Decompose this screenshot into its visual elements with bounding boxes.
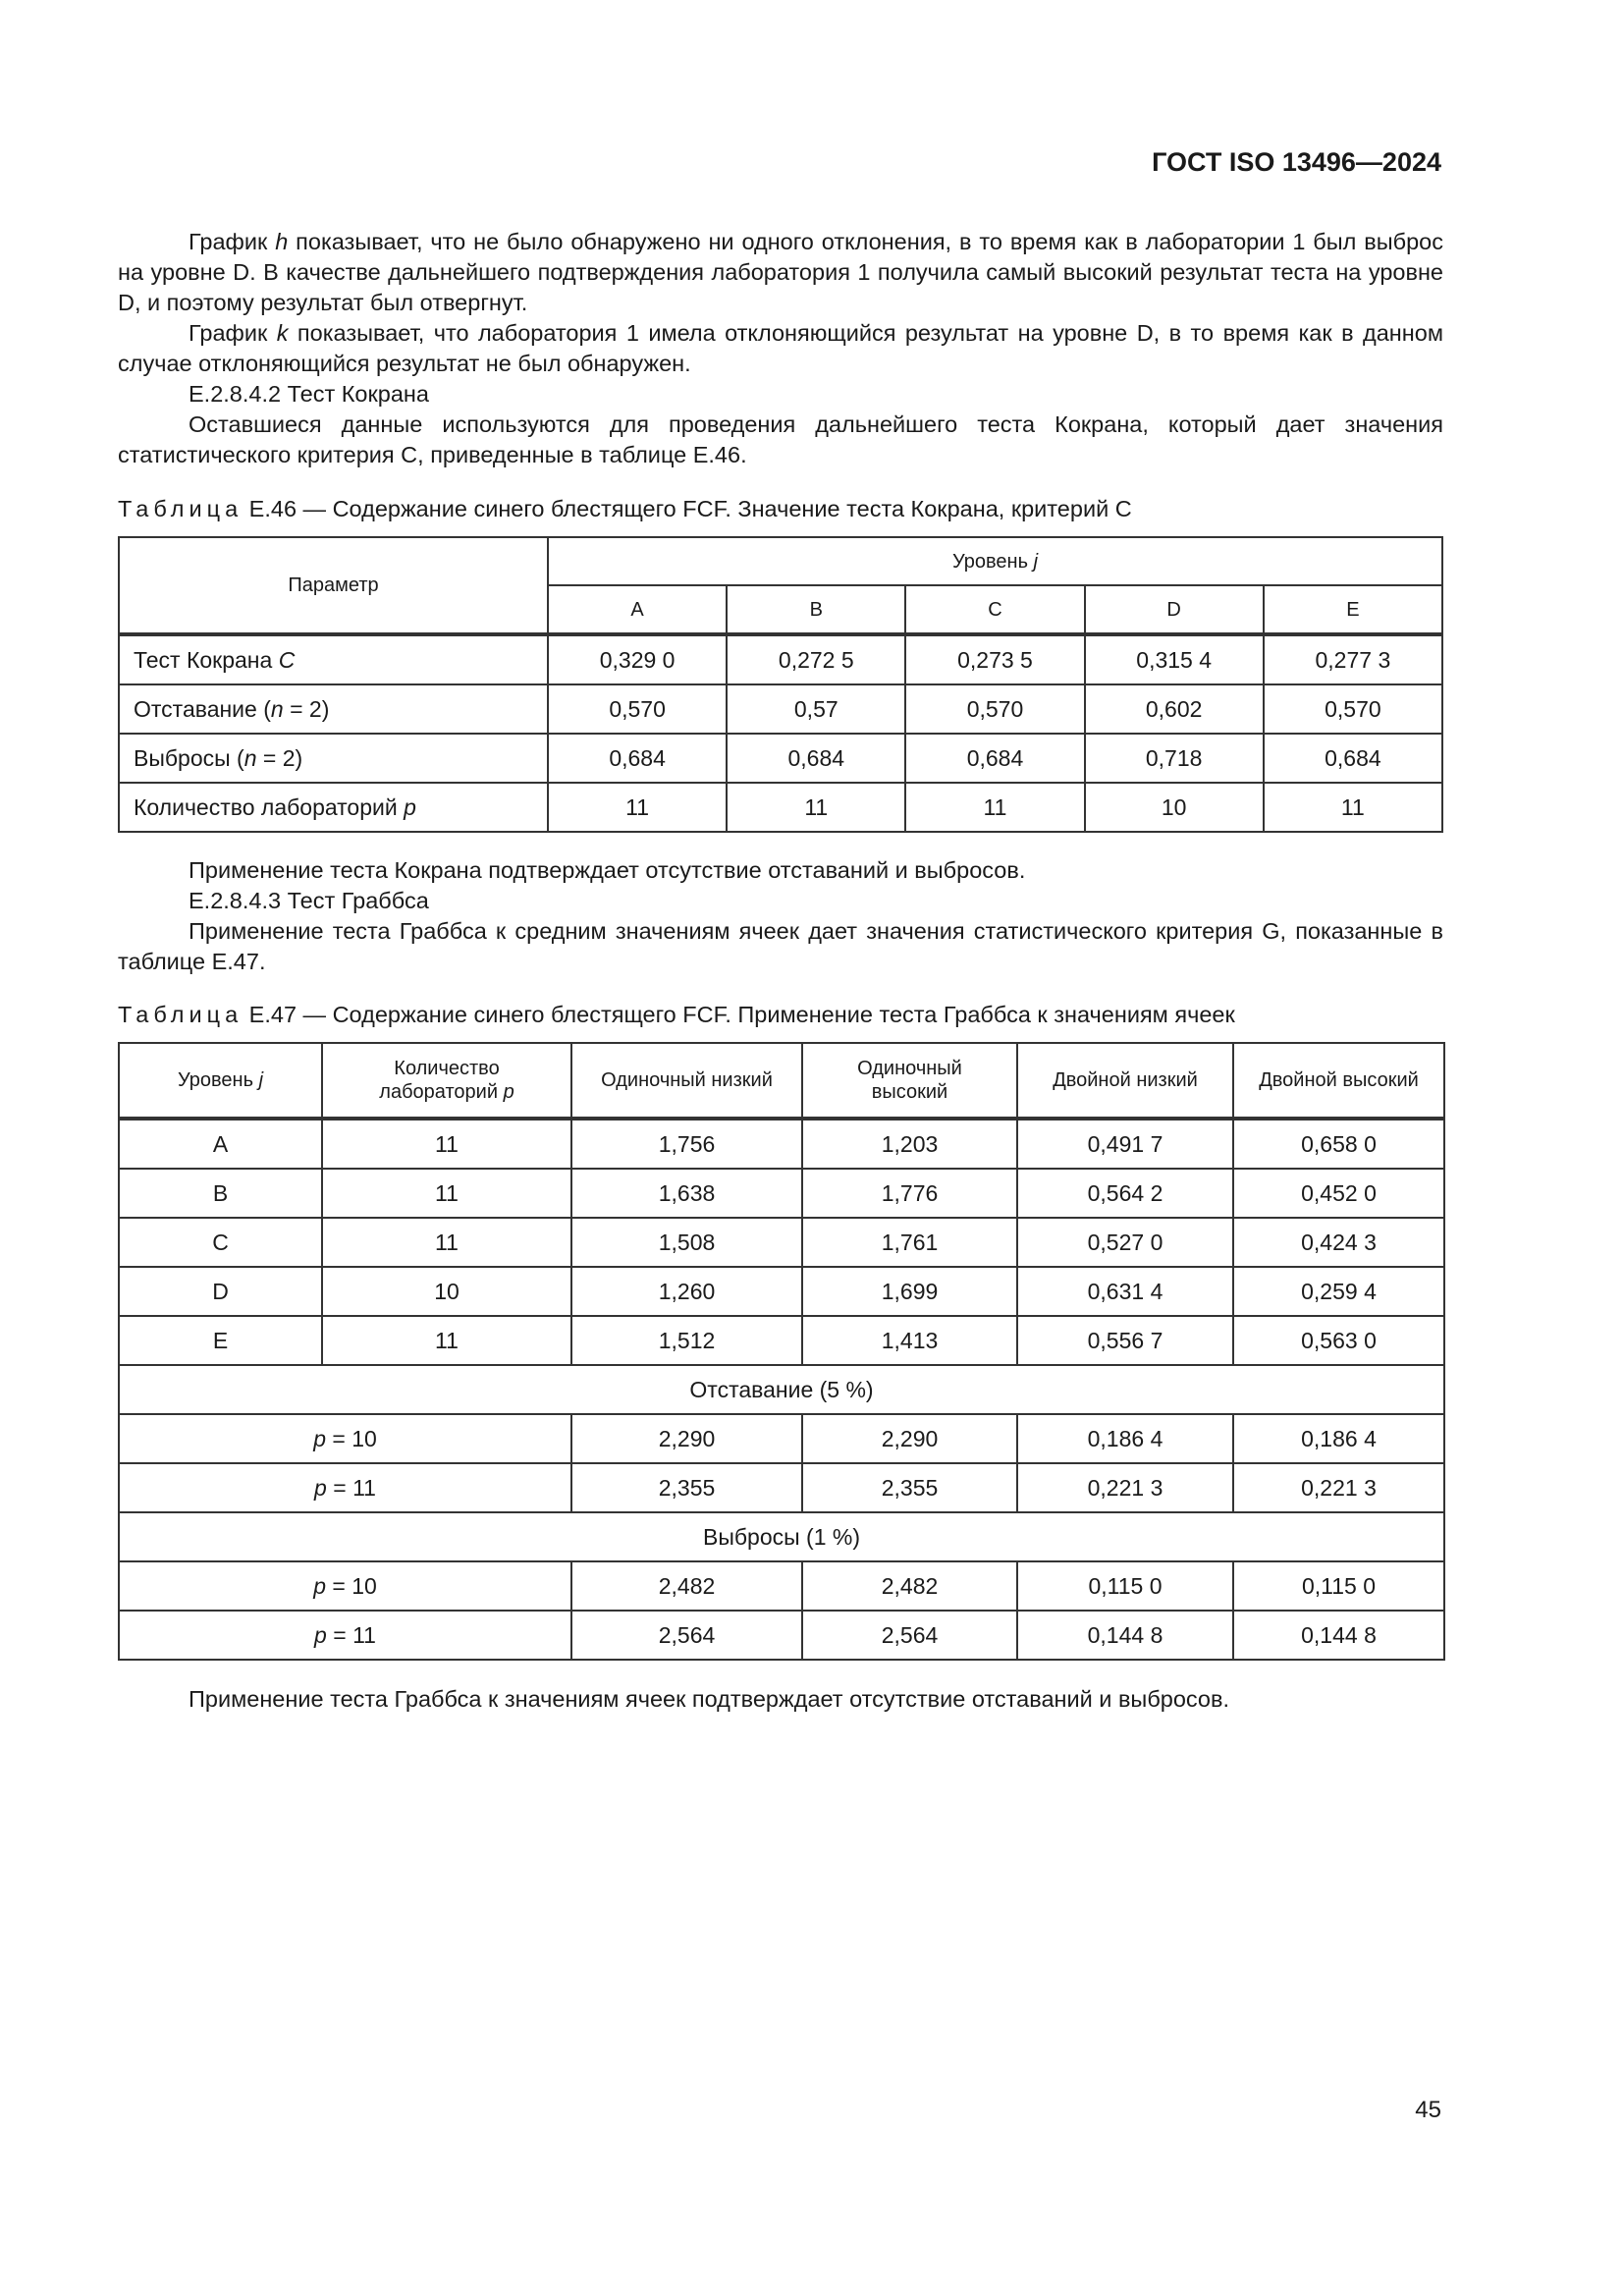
table-row [119,1119,1444,1169]
table-cell: 2,355 [571,1463,802,1512]
table-cell: 2,290 [571,1414,802,1463]
table-cell: 1,699 [802,1267,1017,1316]
table-cell: 11 [548,783,727,832]
table-cell: 0,684 [727,734,905,783]
row-label: Отставание (n = 2) [119,684,548,734]
table-cell: 11 [322,1119,571,1169]
table-cell: 0,424 3 [1233,1218,1444,1267]
p-label: p = 11 [119,1463,571,1512]
table-cell: 0,57 [727,684,905,734]
table-cell: 0,452 0 [1233,1169,1444,1218]
header-level: Уровень j [548,537,1442,585]
paragraph-grubbs-result: Применение теста Граббса к значениям ячеек подтверждает отсутствие отставаний и выбросов. [189,1686,1230,1712]
header-level: Уровень j [119,1043,322,1119]
table-cell: 0,527 0 [1017,1218,1233,1267]
table-cell: 0,491 7 [1017,1119,1233,1169]
section-heading-grubbs: Е.2.8.4.3 Тест Граббса [189,888,429,913]
table-cell: 11 [322,1316,571,1365]
intro-text [118,227,1443,470]
header-parameter: Параметр [119,537,548,634]
table-row [119,1463,1444,1512]
table-cell: 1,638 [571,1169,802,1218]
header-double-low: Двойной низкий [1017,1043,1233,1119]
table-cell: E [119,1316,322,1365]
section-row-stragglers [119,1365,1444,1414]
table-row [119,1218,1444,1267]
table-cell: 0,259 4 [1233,1267,1444,1316]
header-single-high: Одиночный высокий [802,1043,1017,1119]
table-cell: 11 [727,783,905,832]
table-cell: 0,658 0 [1233,1119,1444,1169]
table-row [119,783,1442,832]
table-cell: 0,631 4 [1017,1267,1233,1316]
table-cell: 11 [322,1218,571,1267]
paragraph-graph-h: График h показывает, что не было обнаружено ни одного отклонения, в то время как в лаборатории 1 был выброс на уровне D. В качестве дальнейшего подтверждения лаборатория 1 получила самый высокий результат теста на уровне D, и поэтому результат был отвергнут. [118,229,1443,315]
table-cell: 0,186 4 [1017,1414,1233,1463]
paragraph-graph-k: График k показывает, что лаборатория 1 имела отклоняющийся результат на уровне D, в то время как в данном случае отклоняющийся результат не был обнаружен. [118,320,1443,376]
table-cell: 1,413 [802,1316,1017,1365]
table-cell: 0,315 4 [1085,634,1264,684]
table-cell: 2,290 [802,1414,1017,1463]
table-row [119,1561,1444,1611]
table-cell: 0,144 8 [1017,1611,1233,1660]
table-cell: 0,556 7 [1017,1316,1233,1365]
table-cell: 11 [1264,783,1442,832]
paragraph-cochran-result: Применение теста Кокрана подтверждает отсутствие отставаний и выбросов. [189,857,1026,883]
grubbs-intro-text [118,855,1443,977]
table-cell: 0,221 3 [1017,1463,1233,1512]
table-cell: 0,563 0 [1233,1316,1444,1365]
table-cell: 0,684 [905,734,1084,783]
row-label: Количество лабораторий p [119,783,548,832]
table-47 [118,1042,1445,1661]
table-cell: 0,570 [548,684,727,734]
table-cell: 0,115 0 [1017,1561,1233,1611]
table-cell: 0,221 3 [1233,1463,1444,1512]
table-cell: 2,564 [802,1611,1017,1660]
table-cell: 11 [905,783,1084,832]
level-header-cell: A [548,585,727,634]
table-row [119,684,1442,734]
header-single-low: Одиночный низкий [571,1043,802,1119]
level-header-cell: E [1264,585,1442,634]
table-cell: A [119,1119,322,1169]
header-lab-count: Количество лабораторий p [322,1043,571,1119]
table-cell: 1,512 [571,1316,802,1365]
table-47-caption: Таблица Е.47 — Содержание синего блестящего FCF. Применение теста Граббса к значениям ячеек [118,1002,1235,1027]
table-cell: D [119,1267,322,1316]
level-header-cell: C [905,585,1084,634]
table-cell: 0,570 [1264,684,1442,734]
page-number: 45 [1415,2097,1441,2123]
grubbs-result-text [118,1684,1443,1715]
table-row [119,1267,1444,1316]
table-cell: 1,761 [802,1218,1017,1267]
table-row [119,1316,1444,1365]
table-46-caption: Таблица Е.46 — Содержание синего блестящего FCF. Значение теста Кокрана, критерий С [118,496,1132,521]
table-cell: 0,273 5 [905,634,1084,684]
table-cell: C [119,1218,322,1267]
table-cell: 0,564 2 [1017,1169,1233,1218]
document-code: ГОСТ ISO 13496—2024 [1152,147,1441,177]
table-cell: 11 [322,1169,571,1218]
table-cell: 0,602 [1085,684,1264,734]
table-cell: 0,329 0 [548,634,727,684]
section-row-outliers [119,1512,1444,1561]
header-double-high: Двойной высокий [1233,1043,1444,1119]
paragraph-grubbs-intro: Применение теста Граббса к средним значениям ячеек дает значения статистического критерия G, показанные в таблице Е.47. [118,918,1443,974]
table-cell: 0,277 3 [1264,634,1442,684]
row-label: Тест Кокрана C [119,634,548,684]
p-label: p = 10 [119,1414,571,1463]
table-cell: 0,115 0 [1233,1561,1444,1611]
p-label: p = 11 [119,1611,571,1660]
table-cell: 0,684 [1264,734,1442,783]
table-row [119,1611,1444,1660]
table-cell: 10 [1085,783,1264,832]
table-cell: 0,186 4 [1233,1414,1444,1463]
paragraph-cochran-intro: Оставшиеся данные используются для проведения дальнейшего теста Кокрана, который дает значения статистического критерия С, приведенные в таблице Е.46. [118,411,1443,467]
table-row [119,734,1442,783]
table-cell: 2,355 [802,1463,1017,1512]
table-row [119,1169,1444,1218]
table-cell: 1,203 [802,1119,1017,1169]
table-cell: 2,564 [571,1611,802,1660]
section-heading-cochran: Е.2.8.4.2 Тест Кокрана [189,381,429,407]
table-cell: 10 [322,1267,571,1316]
table-cell: 1,756 [571,1119,802,1169]
table-46 [118,536,1443,833]
table-cell: 1,260 [571,1267,802,1316]
table-cell: 0,570 [905,684,1084,734]
level-header-cell: D [1085,585,1264,634]
table-row [119,1414,1444,1463]
table-cell: 0,144 8 [1233,1611,1444,1660]
table-cell: 0,718 [1085,734,1264,783]
table-cell: 0,684 [548,734,727,783]
table-cell: 0,272 5 [727,634,905,684]
table-row [119,634,1442,684]
table-cell: 1,776 [802,1169,1017,1218]
table-cell: B [119,1169,322,1218]
row-label: Выбросы (n = 2) [119,734,548,783]
section-title: Выбросы (1 %) [119,1512,1444,1561]
table-cell: 2,482 [571,1561,802,1611]
table-cell: 1,508 [571,1218,802,1267]
table-cell: 2,482 [802,1561,1017,1611]
level-header-cell: B [727,585,905,634]
section-title: Отставание (5 %) [119,1365,1444,1414]
p-label: p = 10 [119,1561,571,1611]
